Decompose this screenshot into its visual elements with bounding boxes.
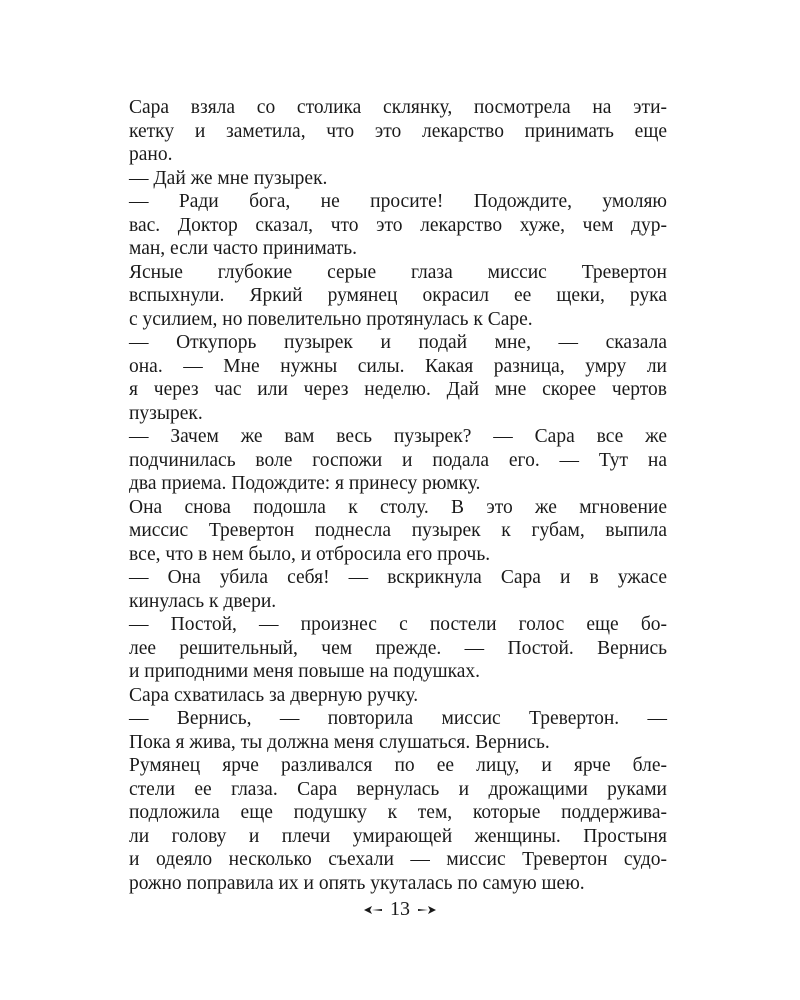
paragraph <box>129 496 667 567</box>
paragraph <box>129 96 667 167</box>
text-line: Пока я жива, ты должна меня слушаться. Вернись. <box>129 731 550 753</box>
page-number: 13 <box>390 898 410 920</box>
text-line: стели ее глаза. Сара вернулась и дрожащими руками <box>129 778 667 800</box>
paragraph <box>129 190 667 261</box>
paragraph <box>129 261 667 332</box>
text-line: Румянец ярче разливался по ее лицу, и ярче бле- <box>129 755 667 776</box>
text-line: все, что в нем было, и отбросила его прочь. <box>129 543 491 565</box>
text-line: Ясные глубокие серые глаза миссис Тревертон <box>129 261 667 283</box>
text-line: миссис Тревертон поднесла пузырек к губам, выпила <box>129 520 667 541</box>
paragraph <box>129 425 667 496</box>
text-line: кинулась к двери. <box>129 590 277 612</box>
paragraph <box>129 707 667 754</box>
text-line: и одеяло несколько съехали — миссис Тревертон судо- <box>129 849 667 870</box>
text-line: рано. <box>129 144 173 165</box>
text-line: я через час или через неделю. Дай мне скорее чертов <box>129 379 667 400</box>
paragraph <box>129 613 667 684</box>
text-line: — Зачем же вам весь пузырек? — Сара все же <box>129 426 667 447</box>
text-line: — Постой, — произнес с постели голос еще бо- <box>129 614 667 635</box>
text-line: два приема. Подождите: я принесу рюмку. <box>129 473 481 494</box>
left-ornament-icon <box>362 903 384 917</box>
page-folio <box>0 898 800 921</box>
text-line: Сара взяла со столика склянку, посмотрела на эти- <box>129 97 667 118</box>
text-line: подложила еще подушку к тем, которые поддержива- <box>129 802 667 823</box>
text-line: с усилием, но повелительно протянулась к Саре. <box>129 308 533 330</box>
text-line: и приподними меня повыше на подушках. <box>129 661 481 682</box>
paragraph <box>129 331 667 425</box>
paragraph <box>129 566 667 613</box>
paragraph <box>129 167 667 191</box>
text-line: — Дай же мне пузырек. <box>129 167 328 189</box>
text-line: вас. Доктор сказал, что это лекарство хуже, чем дур- <box>129 214 667 236</box>
text-line: она. — Мне нужны силы. Какая разница, умру ли <box>129 355 667 377</box>
text-line: — Вернись, — повторила миссис Тревертон. — <box>129 708 667 729</box>
right-ornament-icon <box>416 903 438 917</box>
text-line: ман, если часто принимать. <box>129 238 358 259</box>
text-line: — Ради бога, не просите! Подождите, умоляю <box>129 191 667 212</box>
text-line: — Откупорь пузырек и подай мне, — сказала <box>129 332 667 353</box>
text-line: лее решительный, чем прежде. — Постой. Вернись <box>129 637 667 659</box>
text-line: ли голову и плечи умирающей женщины. Простыня <box>129 825 667 847</box>
paragraph <box>129 754 667 895</box>
text-line: подчинилась воле госпожи и подала его. — Тут на <box>129 449 667 471</box>
text-line: Сара схватилась за дверную ручку. <box>129 684 419 706</box>
body-text <box>129 96 667 895</box>
text-line: рожно поправила их и опять укуталась по самую шею. <box>129 872 585 894</box>
text-line: вспыхнули. Яркий румянец окрасил ее щеки, рука <box>129 285 667 306</box>
text-line: Она снова подошла к столу. В это же мгновение <box>129 496 667 518</box>
paragraph <box>129 684 667 708</box>
text-line: — Она убила себя! — вскрикнула Сара и в ужасе <box>129 567 667 588</box>
text-line: пузырек. <box>129 402 203 424</box>
text-line: кетку и заметила, что это лекарство принимать еще <box>129 120 667 142</box>
